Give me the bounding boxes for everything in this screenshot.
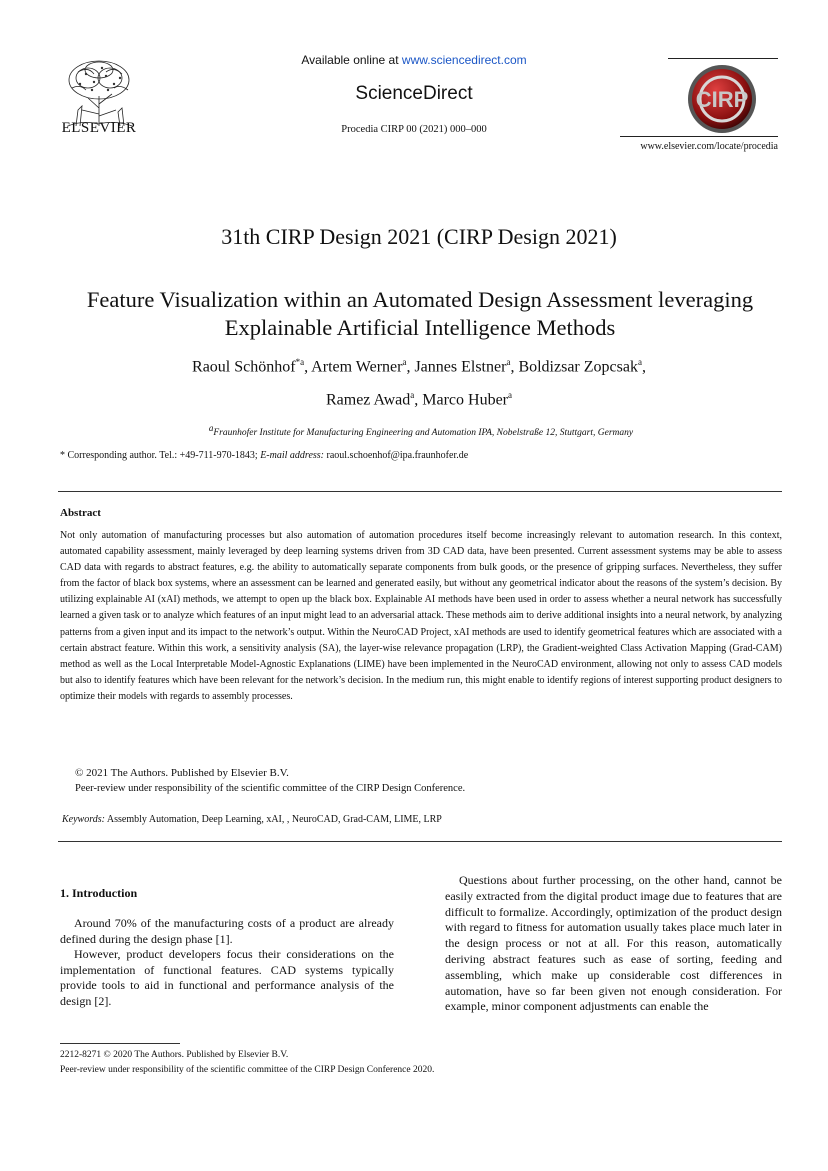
author-affil-mark: a xyxy=(637,357,642,367)
right-column xyxy=(445,873,782,1015)
author-name: , Boldizsar Zopcsak xyxy=(510,358,638,376)
abstract-text: Not only automation of manufacturing processes but also automation of automation procedures itself become increasingly relevant to automation research. In this context, automated capability assessment, mainly leveraged by deep learning systems driven from 3D CAD data, have been presented. Current assessment systems may be able to assess CAD data with regards to abstract features, e.g. the ability to automatically separate components from bulk goods, or the presence of gripping surfaces. Nevertheless, they suffer from the factor of black box systems, where an assessment can be learned and generated easily, but without any geometrical indicator about the reasons of the system’s decision. By utilizing explainable AI (xAI) methods, we attempt to open up the black box. Explainable AI methods have been used in order to assess whether a neural network has successfully learned a given task or to analyze which features of an input might lead to an adversarial attack. These methods aim to derive additional insights into a neural network, by analyzing patterns from a given input and its impact to the network’s output. Within the NeuroCAD Project, xAI methods are used to identify geometrical features which are associated with a certain abstract feature. Within this work, a sensitivity analysis (SA), the layer-wise relevance propagation (LRP), the Gradient-weighted Class Activation Mapping (Grad-CAM) method as well as the Local Interpretable Model-Agnostic Explanations (LIME) have been implemented in the NeuroCAD environment, allowing not only to assess CAD models but also to identify features which have been relevant for the network’s decision. In the medium run, this might enable to identify regions of interest supporting product designers to optimize their models with regards to assembly processes. xyxy=(60,530,782,702)
keywords-list: Assembly Automation, Deep Learning, xAI, , NeuroCAD, Grad-CAM, LIME, LRP xyxy=(104,814,442,825)
elsevier-wordmark: ELSEVIER xyxy=(61,120,137,136)
author-name: , Marco Huber xyxy=(414,391,509,409)
author-separator: , xyxy=(641,358,646,376)
paper-title: Feature Visualization within an Automated Design Assessment leveraging Explainable Artificial Intelligence Methods xyxy=(86,287,754,340)
copyright-line: © 2021 The Authors. Published by Elsevier B.V. xyxy=(75,767,289,779)
author-name: Raoul Schönhof xyxy=(192,358,296,376)
footer-issn: 2212-8271 © 2020 The Authors. Published by Elsevier B.V. xyxy=(60,1050,289,1060)
available-prefix: Available online at xyxy=(301,53,402,67)
cirp-logo-text: CIRP xyxy=(695,87,749,112)
journal-citation: Procedia CIRP 00 (2021) 000–000 xyxy=(341,124,487,135)
body-paragraph: Around 70% of the manufacturing costs of a product are already defined during the design phase [1]. xyxy=(60,916,394,946)
cirp-logo xyxy=(687,64,757,134)
corresponding-prefix: * Corresponding author. Tel.: +49-711-970-1843; xyxy=(60,450,261,461)
left-column xyxy=(60,916,394,1009)
corresponding-author xyxy=(60,450,780,461)
footnote-rule xyxy=(60,1043,180,1044)
journal-url[interactable]: www.elsevier.com/locate/procedia xyxy=(640,141,778,152)
author-name: Ramez Awad xyxy=(325,391,411,409)
affiliation xyxy=(0,423,828,438)
sciencedirect-brand: ScienceDirect xyxy=(355,83,473,104)
sciencedirect-link[interactable]: www.sciencedirect.com xyxy=(401,53,527,67)
author-name: , Artem Werner xyxy=(304,358,403,376)
email-address[interactable]: raoul.schoenhof@ipa.fraunhofer.de xyxy=(324,450,469,461)
body-paragraph: Questions about further processing, on the other hand, cannot be easily extracted from the digital product image due to features that are difficult to formalize. Accordingly, optimization of the product design with regard to fitness for automation usually takes place much later in the design process or not at all. For this reason, automatically deriving abstract features such as ease of sorting, feeding and assembling, which make up considerable cost differences in automation, have so far been given not enough consideration. For example, minor component adjustments can enable the xyxy=(445,873,782,1014)
section-divider xyxy=(58,841,782,842)
author-name: , Jannes Elstner xyxy=(406,358,507,376)
keywords xyxy=(62,814,442,825)
conference-title: 31th CIRP Design 2021 (CIRP Design 2021) xyxy=(221,224,617,249)
author-affil-mark: a xyxy=(506,357,511,367)
author-affil-mark: *a xyxy=(295,357,305,367)
email-label: E-mail address: xyxy=(260,450,324,461)
header-rule-bottom xyxy=(620,136,778,137)
author-affil-mark: a xyxy=(402,357,407,367)
affiliation-mark: a xyxy=(208,423,214,433)
introduction-heading: 1. Introduction xyxy=(60,886,138,900)
keywords-label: Keywords: xyxy=(62,814,105,825)
footer-peer-review: Peer-review under responsibility of the scientific committee of the CIRP Design Conference 2020. xyxy=(60,1065,435,1075)
author-affil-mark: a xyxy=(508,390,513,400)
affiliation-text: Fraunhofer Institute for Manufacturing Engineering and Automation IPA, Nobelstraße 12, Stuttgart, Germany xyxy=(213,428,634,439)
author-affil-mark: a xyxy=(410,390,415,400)
header-rule-top xyxy=(668,58,778,59)
body-paragraph: However, product developers focus their considerations on the implementation of functional features. CAD systems typically provide tools to aid in functional and performance analysis of the design [2]. xyxy=(60,947,394,1008)
peer-review-line: Peer-review under responsibility of the scientific committee of the CIRP Design Conference. xyxy=(75,783,466,794)
abstract-heading: Abstract xyxy=(60,507,101,519)
author-line-2 xyxy=(0,390,828,409)
section-divider xyxy=(58,491,782,492)
author-line-1 xyxy=(0,357,828,376)
